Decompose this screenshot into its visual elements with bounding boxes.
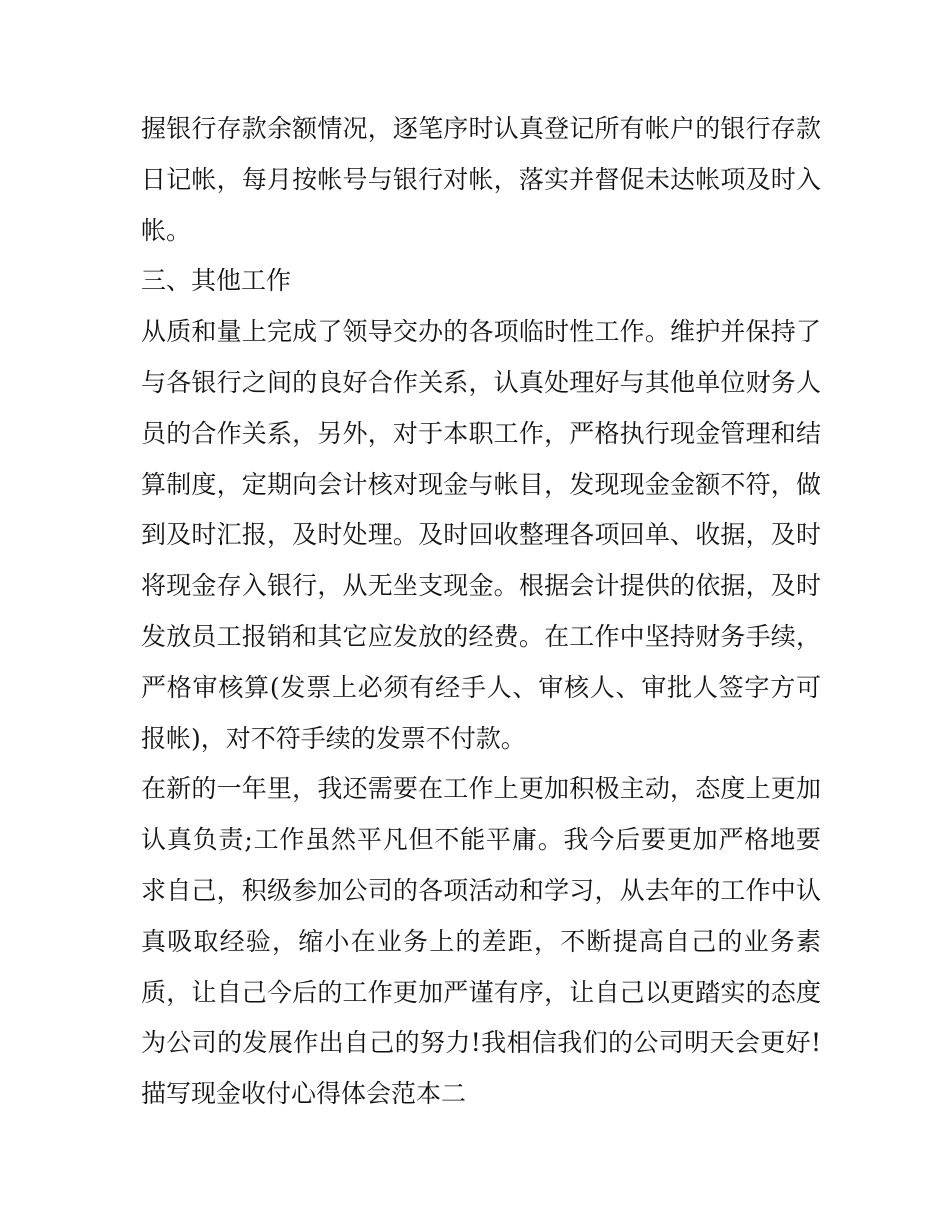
text-line: 求自己，积级参加公司的各项活动和学习，从去年的工作中认 xyxy=(141,875,821,905)
text-line: 认真负责;工作虽然平凡但不能平庸。我今后要更加严格地要 xyxy=(141,825,821,855)
text-line: 握银行存款余额情况，逐笔序时认真登记所有帐户的银行存款 xyxy=(141,114,821,143)
text-line: 真吸取经验，缩小在业务上的差距，不断提高自己的业务素 xyxy=(141,926,821,956)
text-line: 与各银行之间的良好合作关系，认真处理好与其他单位财务人 xyxy=(141,367,821,397)
section-heading: 三、其他工作 xyxy=(141,266,292,296)
text-line: 算制度，定期向会计核对现金与帐目，发现现金金额不符，做 xyxy=(141,469,821,499)
text-line: 到及时汇报，及时处理。及时回收整理各项回单、收据，及时 xyxy=(141,520,821,550)
text-line: 严格审核算(发票上必须有经手人、审核人、审批人签字方可 xyxy=(141,672,821,702)
text-line: 在新的一年里，我还需要在工作上更加积极主动，态度上更加 xyxy=(141,774,821,804)
text-line: 从质和量上完成了领导交办的各项临时性工作。维护并保持了 xyxy=(141,317,821,347)
text-line: 帐。 xyxy=(141,215,192,245)
text-line: 日记帐，每月按帐号与银行对帐，落实并督促未达帐项及时入 xyxy=(141,164,821,194)
text-line: 将现金存入银行，从无坐支现金。根据会计提供的依据，及时 xyxy=(141,571,821,601)
text-line: 为公司的发展作出自己的努力!我相信我们的公司明天会更好! xyxy=(141,1028,821,1058)
text-line: 质，让自己今后的工作更加严谨有序，让自己以更踏实的态度 xyxy=(141,977,821,1007)
section-heading: 描写现金收付心得体会范本二 xyxy=(141,1079,467,1109)
text-line: 员的合作关系，另外，对于本职工作，严格执行现金管理和结 xyxy=(141,418,821,448)
body-text xyxy=(141,104,821,1120)
text-line: 报帐)，对不符手续的发票不付款。 xyxy=(141,723,526,753)
text-line: 发放员工报销和其它应发放的经费。在工作中坚持财务手续， xyxy=(141,621,821,651)
